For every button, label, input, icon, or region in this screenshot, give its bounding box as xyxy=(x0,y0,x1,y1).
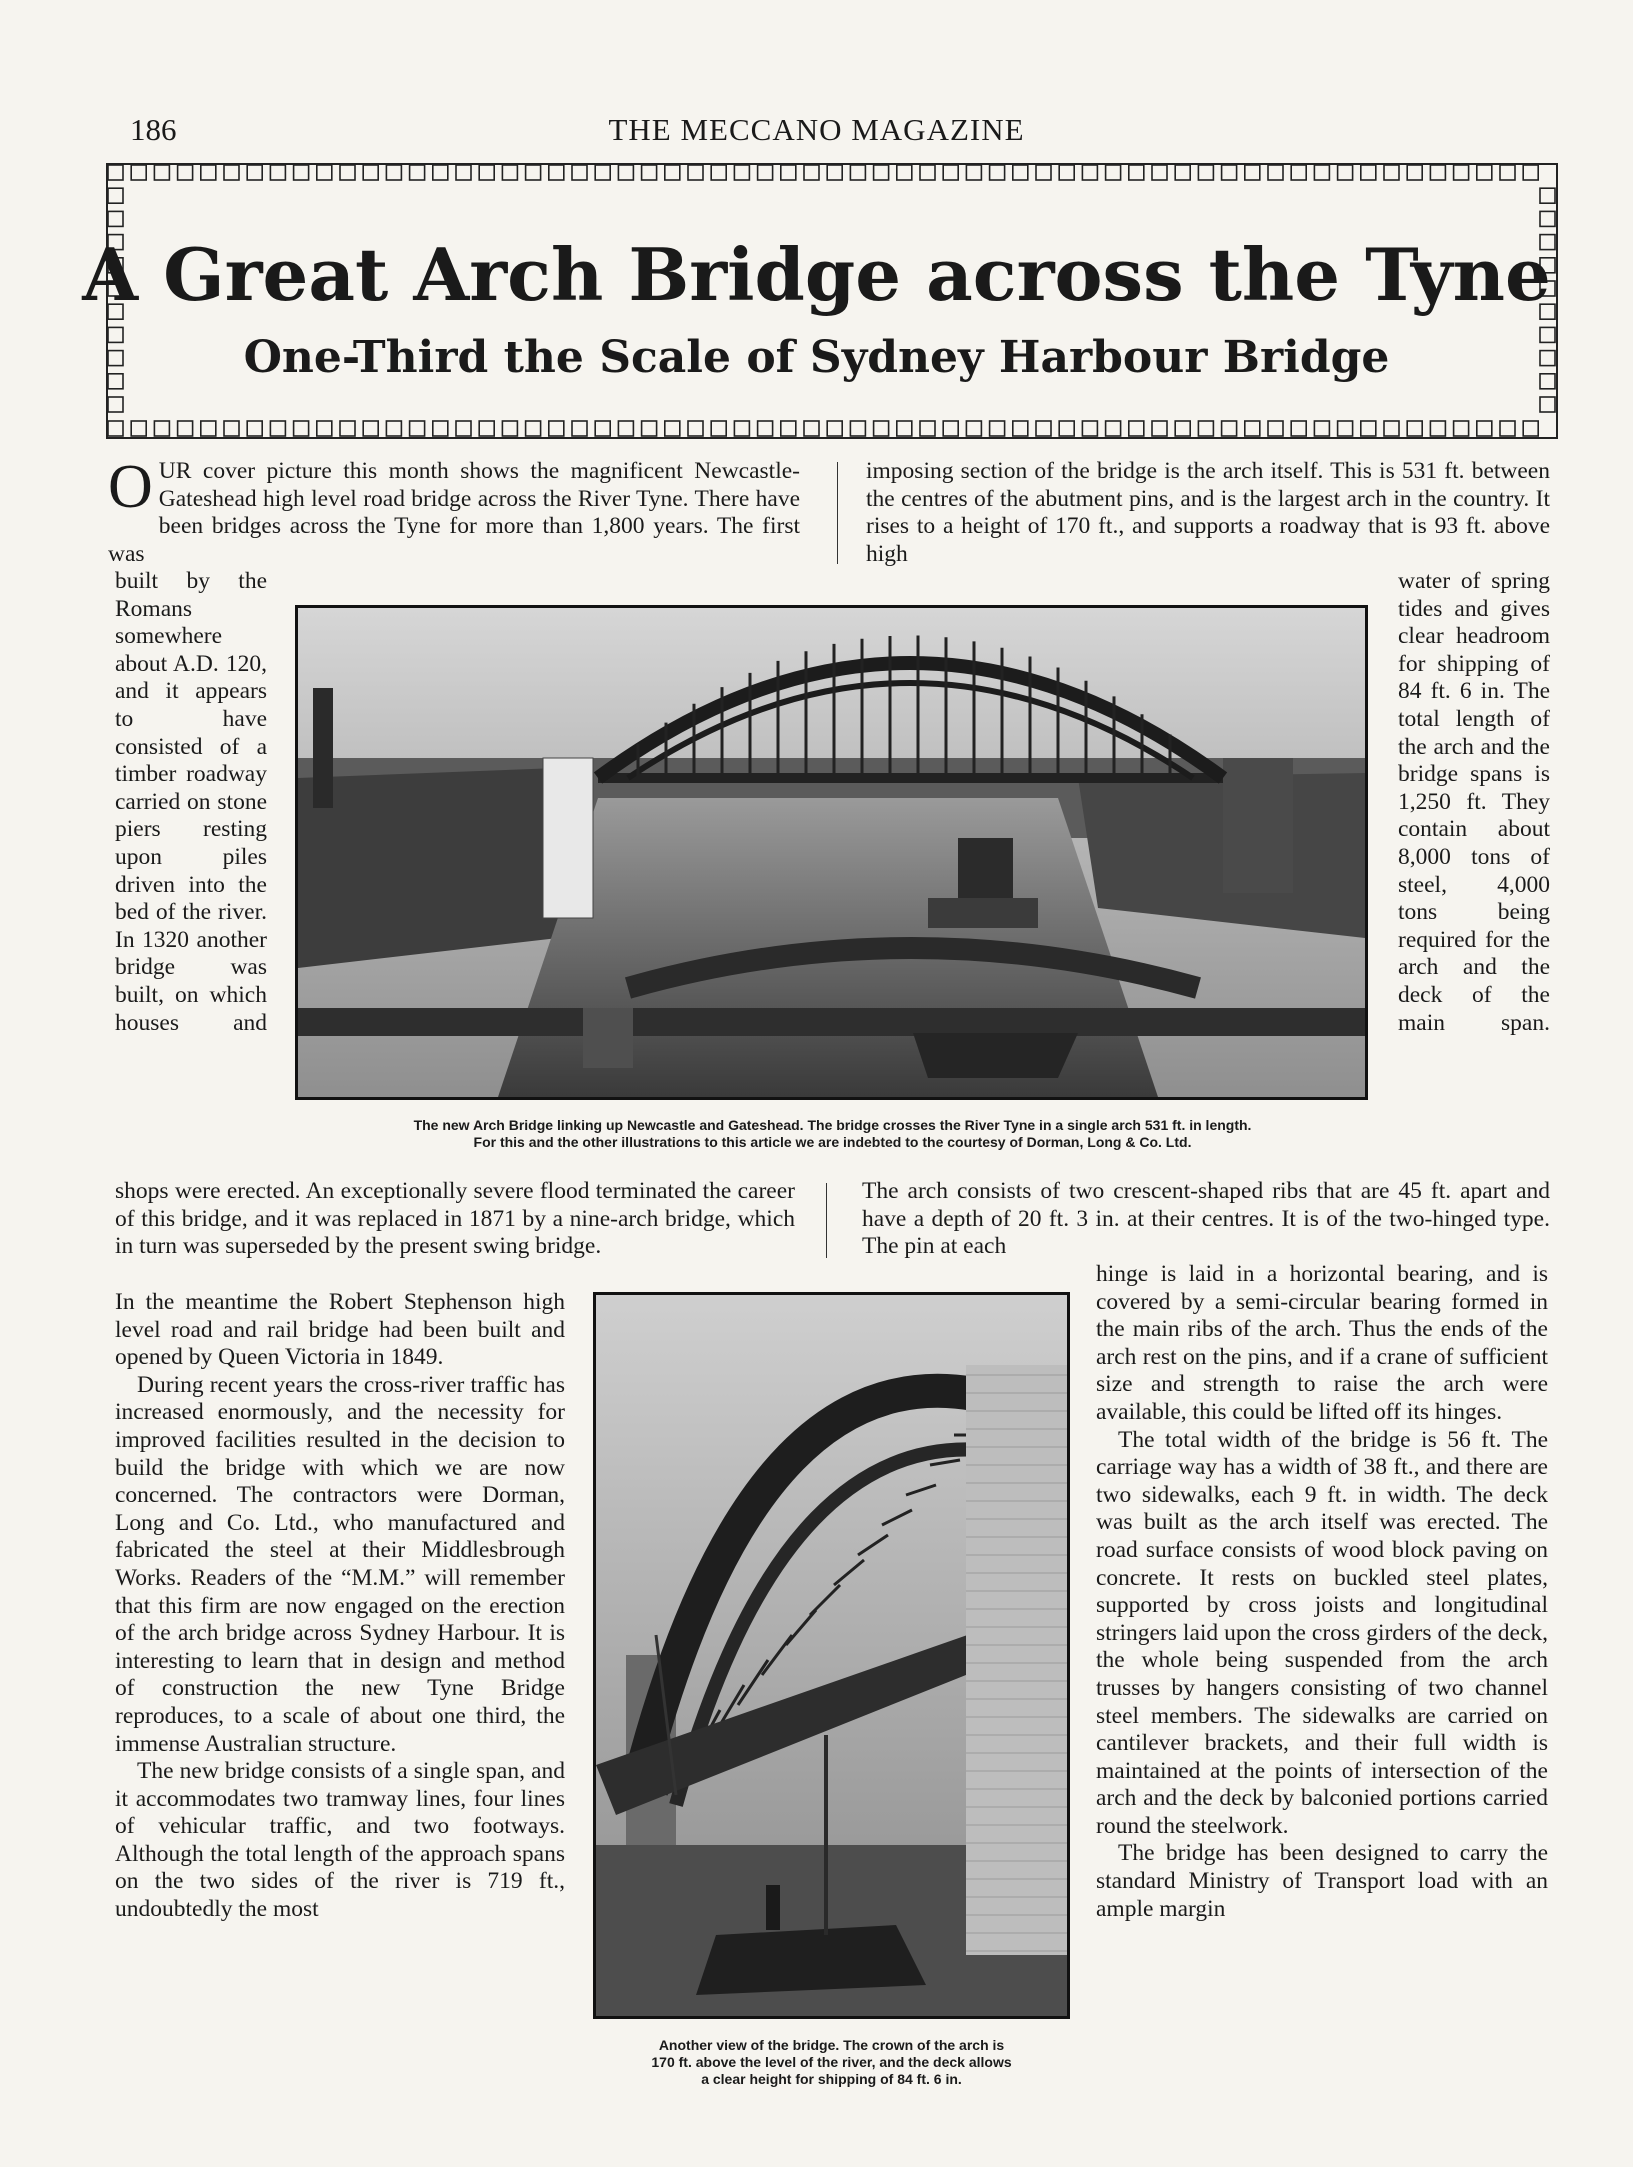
page-number: 186 xyxy=(130,112,177,147)
column-2-top: imposing section of the bridge is the arch itself. This is 531 ft. between the centres of the abutment pins, and is the largest arch in the country. It rises to a height of 170 ft., and supports a roadway that is 93 ft. above high xyxy=(866,458,1550,567)
col2-para-3: The bridge has been designed to carry the standard Ministry of Transport load with an ample margin xyxy=(1096,1840,1548,1922)
photo2-caption xyxy=(585,2037,1078,2088)
column-1-after-photo: shops were erected. An exceptionally severe flood terminated the career of this bridge, and it was replaced in 1871 by a nine-arch bridge, which in turn was superseded by the present swing bridge. xyxy=(115,1178,795,1260)
column-2-mid: The arch consists of two crescent-shaped ribs that are 45 ft. apart and have a depth of 20 ft. 3 in. at their centres. It is of the two-hinged type. The pin at each xyxy=(862,1178,1550,1260)
column-rule-top xyxy=(837,462,838,564)
col2-para-1: hinge is laid in a horizontal bearing, and is covered by a semi-circular bearing formed in the main ribs of the arch. Thus the ends of the arch rest on the pins, and if a crane of sufficient size and strength to raise the arch were available, this could be lifted off its hinges. xyxy=(1096,1261,1548,1425)
photo1-caption-line2: For this and the other illustrations to this article we are indebted to the courtesy of Dorman, Long & Co. Ltd. xyxy=(473,1134,1192,1150)
running-head xyxy=(0,112,1633,152)
headline: A Great Arch Bridge across the Tyne xyxy=(82,232,1551,317)
subheadline: One-Third the Scale of Sydney Harbour Bridge xyxy=(243,332,1390,383)
column-1-narrow: built by the Romans somewhere about A.D. 120, and it appears to have consisted of a timber roadway carried on stone piers resting upon piles driven into the bed of the river. In 1320 another bridge was built, on which houses and xyxy=(115,568,267,1036)
column-2-narrow: water of spring tides and gives clear headroom for shipping of 84 ft. 6 in. The total length of the arch and the bridge spans is 1,250 ft. They contain about 8,000 tons of steel, 4,000 tons being required for the arch and the deck of the main span. xyxy=(1398,568,1550,1036)
col2-para-2: The total width of the bridge is 56 ft. The carriage way has a width of 38 ft., and there are two sidewalks, each 9 ft. in width. The deck was built as the arch itself was erected. The road surface consists of wood block paving on concrete. It rests on buckled steel plates, supported by cross joists and longitudinal stringers laid upon the cross girders of the deck, the whole being suspended from the arch trusses by hangers consisting of two channel steel members. The sidewalks are carried on cantilever brackets, and their full width is maintained at the points of intersection of the arch and the deck by balconied portions carried round the steelwork. xyxy=(1096,1426,1548,1839)
intro-text: UR cover picture this month shows the magnificent Newcastle-Gateshead high level road bridge across the River Tyne. There have been bridges across the Tyne for more than 1,800 years. The first was xyxy=(108,458,800,567)
photo2-caption-line3: a clear height for shipping of 84 ft. 6 in. xyxy=(701,2071,962,2087)
drop-cap: O xyxy=(108,453,153,521)
bridge-photo-tall xyxy=(593,1292,1070,2019)
col1-para-2: During recent years the cross-river traffic has increased enormously, and the necessity for improved facilities resulted in the decision to build the bridge with which we are now concerned. The contractors were Dorman, Long and Co. Ltd., who manufactured and fabricated the steel at their Middlesbrough Works. Readers of the “M.M.” will remember that this firm are now engaged on the erection of the arch bridge across Sydney Harbour. It is interesting to learn that in design and method of construction the new Tyne Bridge reproduces, to a scale of about one third, the immense Australian structure. xyxy=(115,1371,565,1757)
photo2-caption-line2: 170 ft. above the level of the river, and the deck allows xyxy=(651,2054,1012,2070)
column-1-intro xyxy=(108,453,800,568)
column-rule-mid xyxy=(826,1183,827,1258)
photo2-caption-line1: Another view of the bridge. The crown of the arch is xyxy=(658,2037,1005,2053)
column-2-lower xyxy=(1096,1261,1548,1923)
col1-para-1: In the meantime the Robert Stephenson high level road and rail bridge had been built and opened by Queen Victoria in 1849. xyxy=(115,1289,565,1371)
bridge-photo-wide xyxy=(295,605,1368,1100)
col1-para-3: The new bridge consists of a single span, and it accommodates two tramway lines, four lines of vehicular traffic, and two footways. Although the total length of the approach spans on the two sides of the river is 719 ft., undoubtedly the most xyxy=(115,1758,565,1923)
column-1-lower xyxy=(115,1289,565,1924)
magazine-title: THE MECCANO MAGAZINE xyxy=(608,112,1025,147)
photo1-caption xyxy=(285,1117,1380,1151)
photo1-caption-line1: The new Arch Bridge linking up Newcastle and Gateshead. The bridge crosses the River Tyne in a single arch 531 ft. in length. xyxy=(413,1117,1252,1133)
